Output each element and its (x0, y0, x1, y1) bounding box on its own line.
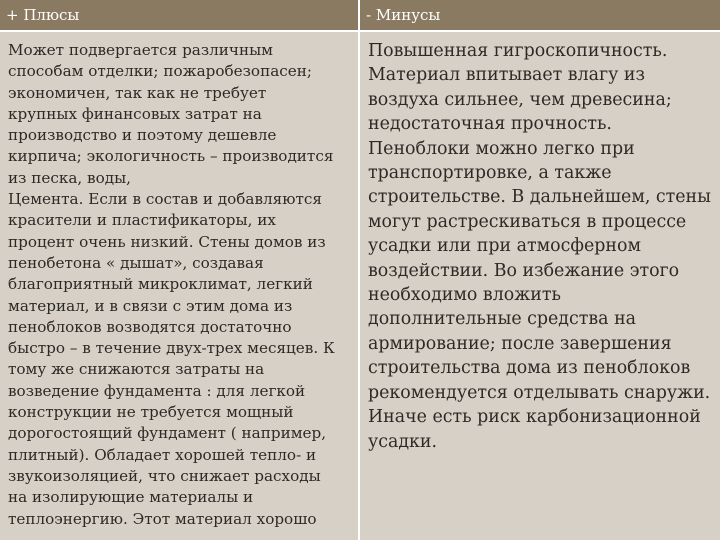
pros-text-line: плитный). Обладает хорошей тепло- и (8, 445, 317, 464)
pros-text-line: красители и пластификаторы, их (8, 211, 276, 230)
pros-text-line: из песка, воды, (8, 168, 132, 187)
pros-text-line: Цемента. Если в состав и добавляются (8, 190, 322, 209)
pros-text-line: звукоизоляцией, что снижает расходы (8, 466, 321, 485)
pros-text-line: Может подвергается различным (8, 41, 273, 59)
cons-text-line: транспортировке, а также (368, 163, 612, 184)
pros-text-line: на изолирующие материалы и (8, 488, 254, 507)
pros-text-line: крупных финансовых затрат на (8, 104, 262, 123)
cons-text-line: усадки или при атмосферном (368, 236, 641, 257)
pros-header: + Плюсы (0, 0, 360, 30)
cons-header: - Минусы (366, 6, 441, 24)
cons-text-line: воздействии. Во избежание этого (368, 260, 680, 281)
cons-cell (360, 32, 720, 540)
cons-text-line: строительстве. В дальнейшем, стены (368, 187, 711, 208)
cons-text-line: армирование; после завершения (368, 333, 672, 354)
cons-text-line: необходимо вложить (368, 285, 561, 306)
cons-text-line: строительства дома из пеноблоков (368, 358, 691, 379)
pros-text-line: процент очень низкий. Стены домов из (8, 232, 326, 251)
pros-text-line: благоприятный микроклимат, легкий (8, 275, 313, 294)
cons-text-line: Иначе есть риск карбонизационной (368, 407, 701, 428)
pros-cell (0, 32, 360, 540)
pros-text-line: экономичен, так как не требует (8, 83, 267, 102)
cons-text-line: Материал впитывает влагу из (368, 65, 645, 86)
cons-text-line: воздуха сильнее, чем древесина; (368, 89, 672, 110)
pros-text-line: быстро – в течение двух-трех месяцев. К (8, 339, 335, 358)
pros-text-line: дорогостоящий фундамент ( например, (8, 424, 327, 443)
pros-text-line: пеноблоков возводятся достаточно (8, 317, 292, 336)
pros-text-line: пенобетона « дышат», создавая (8, 253, 264, 272)
pros-text-line: кирпича; экологичность – производится (8, 147, 334, 166)
pros-text-line: конструкции не требуется мощный (8, 403, 294, 422)
pros-text-line: возведение фундамента : для легкой (8, 381, 306, 400)
cons-text-line: рекомендуется отделывать снаружи. (368, 382, 711, 403)
cons-text-line: Повышенная гигроскопичность. (368, 41, 668, 61)
pros-text-line: материал, и в связи с этим дома из (8, 296, 293, 315)
pros-text-line: тому же снижаются затраты на (8, 360, 265, 379)
pros-text-line: теплоэнергию. Этот материал хорошо (8, 509, 317, 528)
cons-text-line: Пеноблоки можно легко при (368, 138, 635, 159)
cons-text-line: недостаточная прочность. (368, 114, 612, 135)
pros-text-line: способам отделки; пожаробезопасен; (8, 62, 312, 81)
cons-text-line: дополнительные средства на (368, 309, 637, 330)
cons-text-line: могут растрескиваться в процессе (368, 211, 687, 232)
table-header-row (0, 0, 720, 32)
table-body-row (0, 32, 720, 540)
cons-text-line: усадки. (368, 431, 438, 452)
pros-text-line: производство и поэтому дешевле (8, 126, 277, 145)
